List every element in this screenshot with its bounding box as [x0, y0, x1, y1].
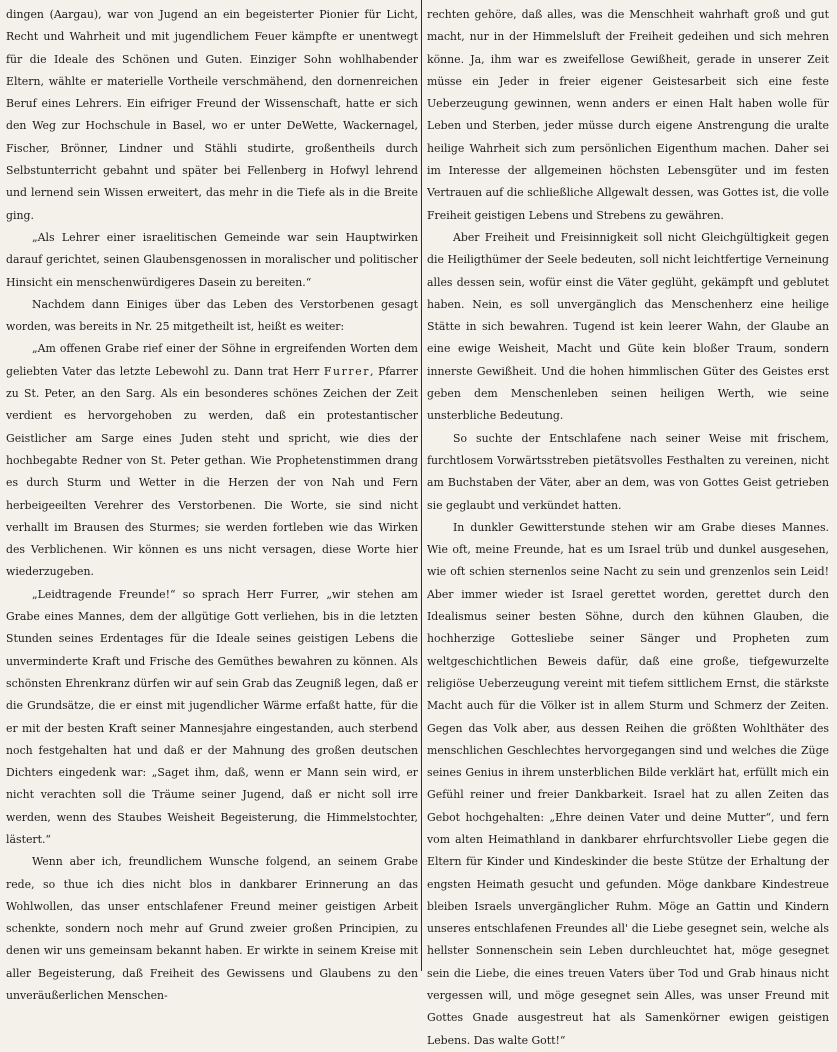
right-paragraph-1: rechten gehöre, daß alles, was die Menschheit wahrhaft groß und gut macht, nur in der Himmelsluft der Freiheit gedeihen und sich mehren könne. Ja, ihm war es zweifellose Gewißheit, gerade in unserer Zeit müsse ein Jeder in freier eigener Geistesarbeit sich eine feste Ueberzeugung gewinnen, wenn anders er einen Halt haben wolle für Leben und Sterben, jeder müsse durch eigene Anstrengung die uralte heilige Wahrheit sich zum persönlichen Eigenthum machen. Daher sei im Interesse der allgemeinen höchsten Lebensgüter und im festen Vertrauen auf die schließliche Allgewalt dessen, was Gottes ist, die volle Freiheit geistigen Lebens und Strebens zu gewähren.	[427, 8, 829, 222]
left-column	[6, 4, 418, 1003]
column-divider	[421, 0, 422, 971]
right-column	[427, 4, 829, 1047]
left-paragraph-5: „Leidtragende Freunde!“ so sprach Herr Furrer, „wir stehen am Grabe eines Mannes, dem der allgütige Gott verliehen, bis in die letzten Stunden seines Erdentages für die Ideale seines geistigen Lebens die unverminderte Kraft und Frische des Gemüthes bewahren zu können. Als schönsten Ehrenkranz dürfen wir auf sein Grab das Zeugniß legen, daß er die Grundsätze, die er einst mit jugendlicher Wärme erfaßt hatte, für die er mit der besten Kraft seiner Mannesjahre eingestanden, auch sterbend noch festgehalten hat und daß er der Mahnung des großen deutschen Dichters eingedenk war: „Saget ihm, daß, wenn er Mann sein wird, er nicht verachten soll die Träume seiner Jugend, daß er nicht soll irre werden, wenn des Staubes Weisheit Begeisterung, die Himmelstochter, lästert.“	[6, 587, 418, 846]
right-paragraph-2: Aber Freiheit und Freisinnigkeit soll nicht Gleichgültigkeit gegen die Heiligthümer der Seele bedeuten, soll nicht leichtfertige Verneinung alles dessen sein, wofür einst die Väter geglüht, gekämpft und geblutet haben. Nein, es soll unvergänglich das Menschenherz eine heilige Stätte in sich bewahren. Tugend ist kein leerer Wahn, der Glaube an eine ewige Weisheit, Macht und Güte kein bloßer Traum, sondern innerste Gewißheit. Und die hohen himmlischen Güter des Geistes erst geben dem Menschenleben seinen heiligen Werth, wie seine unsterbliche Bedeutung.	[427, 230, 829, 423]
left-paragraph-1: dingen (Aargau), war von Jugend an ein begeisterter Pionier für Licht, Recht und Wahrheit und mit jugendlichem Feuer kämpfte er unentwegt für die Ideale des Schönen und Guten. Einziger Sohn wohlhabender Eltern, wählte er materielle Vortheile verschmähend, den dornenreichen Beruf eines Lehrers. Ein eifriger Freund der Wissenschaft, hatte er sich den Weg zur Hochschule in Basel, wo er unter DeWette, Wackernagel, Fischer, Brönner, Lindner und Stähli studirte, großentheils durch Selbstunterricht gebahnt und später bei Fellenberg in Hofwyl lehrend und lernend sein Wissen erweitert, das mehr in die Tiefe als in die Breite ging.	[6, 8, 418, 222]
left-paragraph-6: Wenn aber ich, freundlichem Wunsche folgend, an seinem Grabe rede, so thue ich dies nicht blos in dankbarer Erinnerung an das Wohlwollen, das unser entschlafener Freund meiner geistigen Arbeit schenkte, sondern noch mehr auf Grund zweier großen Principien, zu denen wir uns gemeinsam bekannt haben. Er wirkte in seinem Kreise mit aller Begeisterung, daß Freiheit des Gewissens und Glaubens zu den unveräußerlichen Menschen-	[6, 855, 418, 1003]
left-paragraph-4-start: „Am offenen Grabe rief einer der Söhne in ergreifenden Worten dem geliebten Vater das letzte Lebewohl zu. Dann trat Herr	[6, 342, 418, 378]
left-paragraph-3: Nachdem dann Einiges über das Leben des Verstorbenen gesagt worden, was bereits in Nr. 25 mitgetheilt ist, heißt es weiter:	[6, 297, 418, 334]
left-paragraph-2: „Als Lehrer einer israelitischen Gemeinde war sein Hauptwirken darauf gerichtet, seinen Glaubensgenossen in moralischer und politischer Hinsicht ein menschenwürdigeres Dasein zu bereiten.“	[6, 230, 418, 289]
right-paragraph-4: In dunkler Gewitterstunde stehen wir am Grabe dieses Mannes. Wie oft, meine Freunde, hat es um Israel trüb und dunkel ausgesehen, wie oft schien sternenlos seine Nacht zu sein und grenzenlos sein Leid! Aber immer wieder ist Israel gerettet worden, gerettet durch den Idealismus seiner besten Söhne, durch den kühnen Glauben, die hochherzige Gottesliebe seiner Sänger und Propheten zum weltgeschichtlichen Beweis dafür, daß eine große, tiefgewurzelte religiöse Ueberzeugung vereint mit tiefem sittlichem Ernst, die stärkste Macht auch für die Völker ist in allem Sturm und Schmerz der Zeiten. Gegen das Volk aber, aus dessen Reihen die größten Wohlthäter des menschlichen Geschlechtes hervorgegangen sind und welches die Züge seines Genius in ihrem unsterblichen Bilde verklärt hat, erfüllt mich ein Gefühl reiner und freier Dankbarkeit. Israel hat zu allen Zeiten das Gebot hochgehalten: „Ehre deinen Vater und deine Mutter“, und fern vom alten Heimathland in dankbarer ehrfurchtsvoller Liebe gegen die Eltern für Kinder und Kindeskinder die beste Stütze der Erhaltung der engsten Heimath gesucht und gefunden. Möge dankbare Kindestreue bleiben Israels unvergänglicher Ruhm. Möge an Gattin und Kindern unseres entschlafenen Freundes all' die Liebe gesegnet sein, welche als hellster Sonnenschein sein Leben durchleuchtet hat, möge gesegnet sein die Liebe, die eines treuen Vaters über Tod und Grab hinaus nicht vergessen will, und möge gesegnet sein Alles, was unser Freund mit Gottes Gnade ausgestreut hat als Samenkörner ewigen geistigen Lebens. Das walte Gott!“	[427, 520, 829, 1047]
speaker-name: Furrer	[323, 364, 371, 378]
left-paragraph-4-rest: , Pfarrer zu St. Peter, an den Sarg. Als ein besonderes schönes Zeichen der Zeit verdient es hervorgehoben zu werden, daß ein protestantischer Geistlicher am Sarge eines Juden steht und spricht, wie dies der hochbegabte Redner von St. Peter gethan. Wie Prophetenstimmen drang es durch Sturm und Wetter in die Herzen der von Nah und Fern herbeigeeilten Verehrer des Verstorbenen. Die Worte, sie sind nicht verhallt im Brausen des Sturmes; sie werden fortleben wie das Wirken des Verblichenen. Wir können es uns nicht versagen, diese Worte hier wiederzugeben.	[6, 364, 418, 579]
left-paragraph-4	[6, 338, 418, 583]
right-paragraph-3: So suchte der Entschlafene nach seiner Weise mit frischem, furchtlosem Vorwärtsstreben pietätsvolles Festhalten zu vereinen, nicht am Buchstaben der Väter, aber an dem, was von Gottes Geist getrieben sie geglaubt und verkündet hatten.	[427, 431, 829, 512]
